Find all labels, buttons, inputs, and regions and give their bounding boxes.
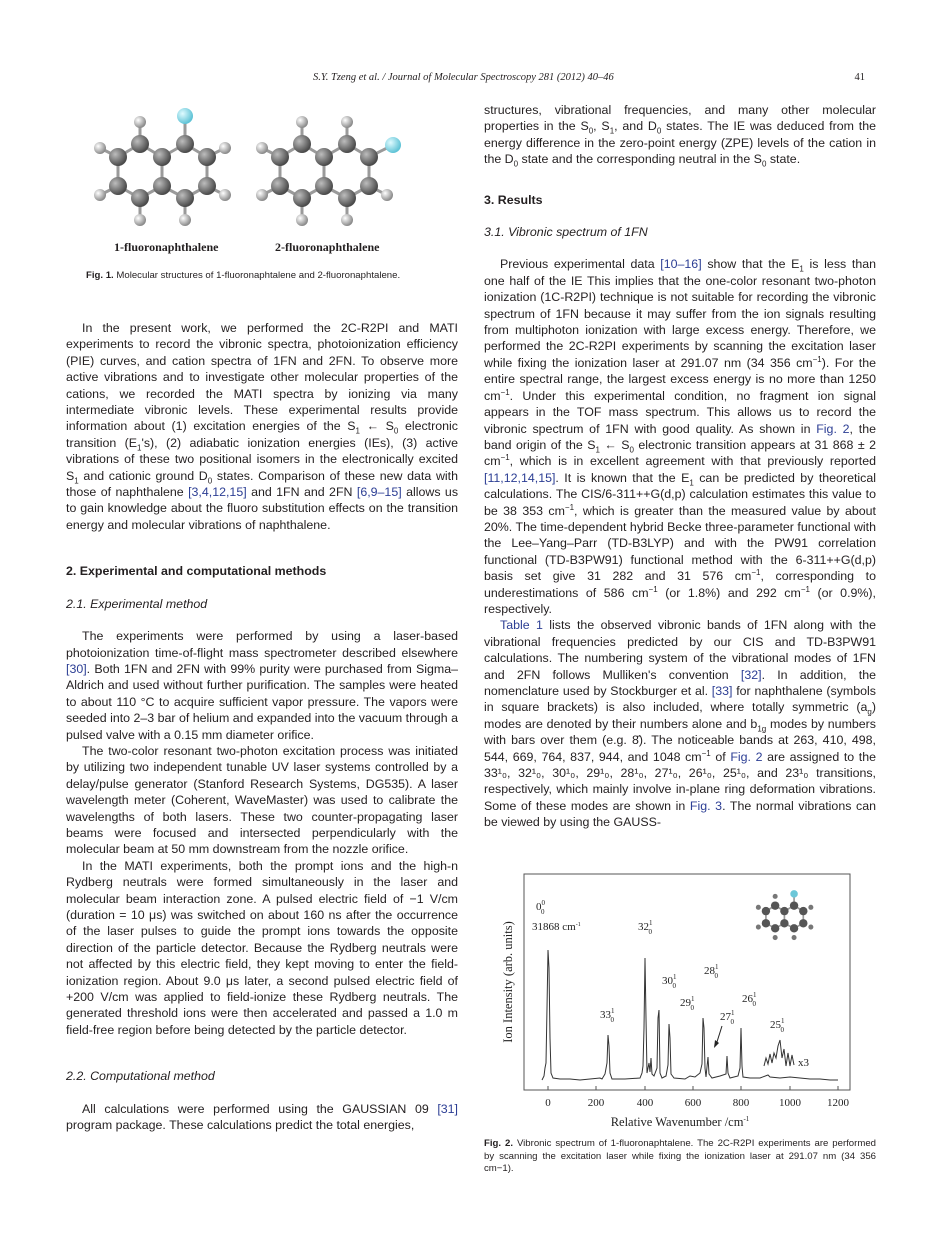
svg-text:3310: $33^1$ 0 — [600, 1007, 615, 1024]
results-paragraph-1: Previous experimental data [10–16] show that the $E_1$ is less than one half of the IE This implies that the one-color resonant two-photon ionization (1C-R2PI) technique is not suitable for recording the vibronic spectrum of 1FN because it may suffer from the ion signals resulting from multiphoton ionization with large excess energy. Therefore, we performed the 2C-R2PI experiments by scanning the excitation laser while fixing the ionization laser at 291.07 nm (34 356 $cm^{-1}$). For the entire spectral range, the largest excess energy is no more than 1250 $cm^{-1}$. Under this experimental condition, no fragment ion signal appears in the TOF mass spectrum. This allows us to record the vibronic spectrum of 1FN with good quality. As shown in Fig. 2, the band origin of the $S_1$ ← $S_0$ electronic transition appears at 31 868 ± 2 $cm^{-1}$, which is in excellent agreement with that previously reported [11,12,14,15]. It is known that the $E_1$ can be predicted by theoretical calculations. The CIS/6-311++G(d,p) calculation estimates this value to be 38 353 $cm^{-1}$, which is greater than the measured value by about 20%. The time-dependent hybrid Becke three-parameter functional with the Lee–Yang–Parr (TD-B3LYP) and with the PW91 correlation functional (TD-B3PW91) functional method with the 6-311++G(d,p) basis set give 31 282 and 31 576 $cm^{-1}$, corresponding to underestimations of 586 $cm^{-1}$ (or 1.8%) and 292 $cm^{-1}$ (or 0.9%), respectively. — [484, 257, 877, 616]
svg-text:2910: $29^1$ 0 — [680, 995, 695, 1012]
citation-link[interactable]: [31] — [437, 1101, 458, 1116]
right-column — [484, 102, 876, 831]
left-column — [66, 320, 458, 1133]
svg-text:Ion Intensity (arb. units): Ion Intensity (arb. units) — [501, 921, 515, 1043]
experimental-paragraph-3: In the MATI experiments, both the prompt ions and the high-n Rydberg neutrals were formed simultaneously in the laser and molecular beam interaction zone. A pulsed electric field of −1 V/cm (duration = 10 μs) was switched on about 160 ns after the occurrence of the laser pulses to guide the prompt ions towards the opposite direction of the particle detector. Because the Rydberg neutrals were not affected by this electric field, they kept moving to enter the field-ionization region. About 9.0 μs later, a second pulsed electric field of +200 V/cm was applied to field-ionize these Rydberg neutrals. The generated threshold ions were then accelerated and passed a 1.0 m field-free region before being detected by the particle detector. — [66, 858, 458, 1037]
svg-text:31868 cm-1: 31868 $cm^{-1}$ — [532, 921, 581, 933]
svg-text:800: 800 — [732, 1097, 750, 1109]
label-1-fluoronaphthalene: 1-fluoronaphthalene — [114, 240, 219, 254]
svg-text:200: 200 — [587, 1097, 605, 1109]
figure-1-caption-text: Molecular structures of 1-fluoronaphtalene and 2-fluoronaphtalene. — [116, 270, 401, 281]
section-2-2-heading: 2.2. Computational method — [66, 1069, 215, 1084]
citation-link[interactable]: [11,12,14,15] — [484, 470, 556, 485]
results-paragraph-2: Table 1 lists the observed vibronic bands of 1FN along with the vibrational frequencies predicted by our CIS and TD-B3PW91 calculations. The numbering system of the vibrational modes of 1FN and 2FN follows Mulliken's convention [32]. In addition, the nomenclature used by Stockburger et al. [33] for naphthalene (symbols in square brackets) is also included, where totally symmetric $(a_g)$ modes are denoted by their numbers alone and $b_{1g}$ modes by numbers with bars over them (e.g. 8̄). The noticeable bands at 263, 410, 498, 544, 669, 764, 837, 944, and 1048 $cm^{-1}$ of Fig. 2 are assigned to the 33¹₀, 32¹₀, 30¹₀, 29¹₀, 28¹₀, 27¹₀, 26¹₀, 25¹₀, and 23¹₀ transitions, respectively, which mainly involve in-plane ring deformation vibrations. Some of these modes are shown in Fig. 3. The normal vibrations can be viewed by using the GAUSS- — [484, 618, 877, 830]
citation-link[interactable]: [32] — [740, 667, 762, 682]
spectrum-plot — [490, 868, 870, 1136]
figure-link[interactable]: Fig. 2 — [730, 749, 763, 764]
citation-link[interactable]: [3,4,12,15] — [188, 485, 247, 500]
section-2-heading: 2. Experimental and computational methods — [66, 564, 327, 579]
svg-text:2710: $27^1$ 0 — [720, 1009, 735, 1026]
molecule-structures-icon — [92, 102, 412, 242]
page-number: 41 — [854, 72, 865, 83]
svg-text:1000: 1000 — [779, 1097, 801, 1109]
figure-1-caption — [86, 270, 466, 283]
figure-2-caption-text: Vibronic spectrum of 1-fluoronaphtalene. The 2C-R2PI experiments are performed by scanning the excitation laser while fixing the ionization laser at 291.07 nm (34 356 cm−1). — [484, 1138, 877, 1175]
figure-2-spectrum-chart — [490, 868, 870, 1136]
svg-text:400: 400 — [636, 1097, 654, 1109]
intro-paragraph: In the present work, we performed the 2C-R2PI and MATI experiments to record the vibronic spectra, photoionization efficiency (PIE) curves, and cation spectra of 1FN and 2FN. To observe more active vibrations and to investigate other molecular properties of the cations, we recorded the MATI spectra by ionizing via many intermediate vibronic levels. These experimental results provide information about (1) excitation energies of the $S_1$ ← $S_0$ electronic transition $(E_1's)$, (2) adiabatic ionization energies (IEs), (3) active vibrations of these two positional isomers in the electronically excited $S_1$ and cationic ground $D_0$ states. Comparison of these new data with those of naphthalene [3,4,12,15] and 1FN and 2FN [6,9–15] allows us to gain knowledge about the fluoro substitution effects on the transition energy and molecular vibrations of naphthalene. — [66, 321, 459, 532]
figure-link[interactable]: Fig. 3 — [689, 798, 723, 813]
label-2-fluoronaphthalene: 2-fluoronaphthalene — [275, 240, 380, 254]
svg-text:2510: $25^1$ 0 — [770, 1017, 785, 1034]
svg-text:600: 600 — [684, 1097, 702, 1109]
table-link[interactable]: Table 1 — [500, 618, 543, 633]
citation-link[interactable]: [10–16] — [660, 257, 702, 272]
svg-text:3210: $32^1$ 0 — [638, 919, 653, 936]
figure-2-caption-label: Fig. 2. — [484, 1138, 513, 1149]
figure-link[interactable]: Fig. 2 — [816, 421, 850, 436]
figure-1-caption-label: Fig. 1. — [86, 270, 114, 281]
section-2-1-heading: 2.1. Experimental method — [66, 596, 208, 611]
citation-link[interactable]: [30] — [66, 661, 87, 676]
citation-link[interactable]: [33] — [711, 684, 733, 698]
svg-text:x3: x3 — [798, 1057, 809, 1069]
svg-text:Relative Wavenumber /cm-1: Relative Wavenumber $/cm^{-1}$ — [610, 1115, 750, 1129]
continued-paragraph: structures, vibrational frequencies, and many other molecular properties in the $S_0$, $S_1$, and $D_0$ states. The IE was deduced from the energy difference in the zero-point energy (ZPE) levels of the cation in the $D_0$ state and the corresponding neutral in the $S_0$ state. — [484, 103, 876, 169]
svg-text:1200: 1200 — [827, 1097, 849, 1109]
experimental-paragraph-2: The two-color resonant two-photon excitation process was initiated by utilizing two independent tunable UV laser systems controlled by a delay/pulse generator (Stanford Research Systems, DG535). A laser wavelength meter (Coherent, WaveMaster) was used to calibrate the wavelengths of both lasers. These two counter-propagating laser beams were focused and intersected perpendicularly with the molecular beam at 50 mm downstream from the nozzle orifice. — [66, 743, 458, 857]
svg-text:0: 0 — [545, 1097, 551, 1109]
computational-paragraph: All calculations were performed using the GAUSSIAN 09 [31] program package. These calculations predict the total energies, — [66, 1101, 458, 1133]
svg-text:2810: $28^1$ 0 — [704, 963, 719, 980]
running-header — [0, 72, 925, 88]
svg-text:3010: $30^1$ 0 — [662, 973, 677, 990]
section-3-1-heading: 3.1. Vibronic spectrum of 1FN — [484, 225, 648, 240]
experimental-paragraph-1: The experiments were performed by using a laser-based photoionization time-of-flight mass spectrometer described elsewhere [30]. Both 1FN and 2FN with 99% purity were purchased from Sigma–Aldrich and used without further purification. The samples were heated to about 110 °C to acquire sufficient vapor pressure. The vapors were seeded into 2–3 bar of helium and expanded into the vacuum through a pulsed valve with a 0.15 mm diameter orifice. — [66, 629, 458, 742]
svg-text:2610: $26^1$ 0 — [742, 991, 757, 1008]
figure-2-caption — [484, 1138, 876, 1176]
journal-citation: S.Y. Tzeng et al. / Journal of Molecular Spectroscopy 281 (2012) 40–46 — [313, 72, 614, 83]
citation-link[interactable]: [6,9–15] — [356, 485, 402, 500]
svg-text:000: $0^0$ 0 — [536, 899, 545, 916]
section-3-heading: 3. Results — [484, 192, 543, 207]
figure-1-molecules — [92, 102, 412, 262]
